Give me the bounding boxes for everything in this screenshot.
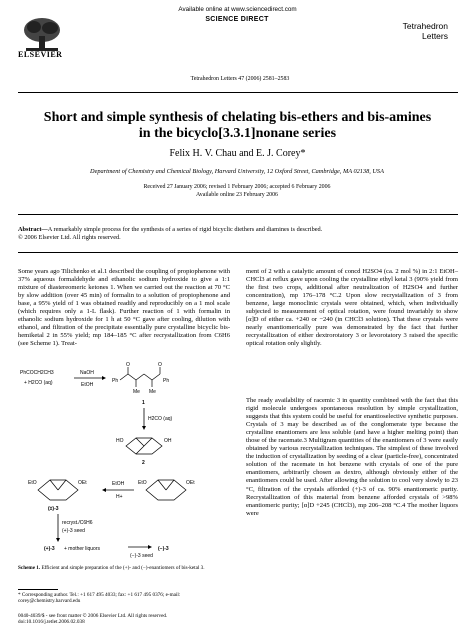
doi-line: doi:10.1016/j.tetlet.2006.02.038 — [18, 619, 85, 626]
sciencedirect-logo — [182, 16, 292, 23]
arrow-1-head — [102, 376, 106, 380]
journal-name: Tetrahedron Letters — [402, 21, 448, 41]
abstract-top-rule — [18, 214, 458, 215]
compound-1-me-left: Me — [133, 389, 140, 395]
compound-2-label: 2 — [142, 460, 145, 466]
compound-2-structure — [126, 438, 162, 454]
compound-p3-eto: EtO — [138, 480, 147, 486]
compound-p3-label: (+)-3 — [44, 546, 55, 552]
compound-pm3-label: (±)-3 — [48, 506, 59, 512]
compound-1-ph-left: Ph — [112, 378, 119, 384]
affiliation: Department of Chemistry and Chemical Biology, Harvard University, 12 Oxford Street, Cambridge, MA 02138, USA — [90, 168, 384, 175]
compound-p3-structure — [146, 480, 186, 500]
scheme-reagent-1b: + H2CO (aq) — [24, 380, 53, 386]
received-dates: Received 27 January 2006; revised 1 February 2006; accepted 6 February 2006 — [143, 184, 331, 190]
compound-m3-structure — [38, 480, 78, 500]
compound-m3-label: (−)-3 — [158, 546, 169, 552]
seed2-cond: (−)-3 seed — [130, 553, 153, 559]
compound-m3-eto: EtO — [28, 480, 37, 486]
compound-2-ho: HO — [116, 438, 124, 444]
cond-2: H2CO (aq) — [148, 416, 173, 422]
publisher-name: ELSEVIER — [18, 50, 63, 59]
arrow-4-head — [56, 538, 60, 542]
arrow-3-head — [102, 488, 106, 492]
cond-3-bot: H+ — [116, 494, 123, 500]
compound-1-o-left: O — [126, 362, 130, 368]
scheme-1 — [18, 362, 230, 570]
right-paragraph-2: The ready availability of racemic 3 in quantity combined with the fact that this rigid molecule undergoes spontaneous resolution by simple crystallization, suggests that this system could be useful for enantioselective synthetic purposes. Crystals of 3 may be described as of the conglomerate type because the crystalline enantiomers are less soluble (and have a higher melting point) than those of the racemate.3 Multigram quantities of the enantiomers of 3 were easily obtained by various recrystallization techniques. The simplest of these involved the induction of crystallization by seeding of a clear (particle-free), concentrated solution of the racemate in hot benzene with crystals of one of the pure enantiomers, arbitrarily chosen as dextro, although obviously either of the enantiomers could be used. After allowing the solution to cool very slowly to 23 °C, filtration of the crystals afforded (+)-3 of ca. 90% enantiomeric purity. Recrystallization of this material from benzene afforded crystals of >98% enantiomeric purity; [α]D +245 (CHCl3), mp 206–208 °C.4 The mother liquors were — [246, 397, 458, 517]
compound-1-label: 1 — [142, 400, 145, 406]
dates — [90, 183, 384, 199]
abstract-bottom-rule — [18, 252, 458, 253]
header-rule — [18, 92, 458, 93]
issn-block — [18, 613, 230, 625]
scheme-reagent-1: PhCOCH2CH3 — [20, 370, 54, 376]
arrow-5-head — [148, 545, 152, 549]
compound-2-oh: OH — [164, 438, 172, 444]
cond-1-bot: EtOH — [81, 382, 94, 388]
authors: Felix H. V. Chau and E. J. Corey* — [169, 148, 306, 159]
mother-liquors: + mother liquors — [64, 546, 100, 552]
left-paragraph-1: Some years ago Tilichenko et al.1 described the coupling of propiophenone with 37% aqueous formaldehyde and ethanolic sodium hydroxide to give a 1:1 mixture of diastereomeric ketones 1. When we carried out the reaction at 70 °C by slow addition (over 45 min) of formalin to a solution of propiophenone and base, a 95% yield of 1 was obtained readily and reproducibly on a 1 mol scale (which requires only a 1-L flask). Further reaction of 1 with formalin in ethanolic sodium hydroxide for 1 h at 50 °C gave after cooling, dilution with ethanol, and filtration of the precipitate essentially pure crystalline bicyclic bis-hemiketal 2 in 55% yield; mp 184–185 °C after recrystallization from C6H6 (see Scheme 1). Treat- — [18, 268, 230, 348]
compound-1-ph-right: Ph — [163, 378, 170, 384]
seed-cond: (+)-3 seed — [62, 528, 85, 534]
compound-1-structure — [120, 367, 160, 387]
abstract — [18, 226, 458, 242]
footnote-rule — [18, 589, 58, 590]
issn-line: 0040-4039/$ - see front matter © 2006 Elsevier Ltd. All rights reserved. — [18, 613, 168, 619]
cond-3-top: EtOH — [112, 481, 125, 487]
available-online: Available online at www.sciencedirect.com — [178, 6, 297, 13]
corresponding-footnote: * Corresponding author. Tel.: +1 617 495 4033; fax: +1 617 495 0376; e-mail: corey@chemistry.harvard.edu — [18, 592, 181, 605]
scheme-caption — [18, 565, 230, 571]
sciencedirect-logo-text: SCIENCE DIRECT — [205, 16, 269, 23]
compound-m3-oet: OEt — [78, 480, 87, 486]
compound-1-me-right: Me — [149, 389, 156, 395]
citation: Tetrahedron Letters 47 (2006) 2581–2583 — [190, 76, 290, 82]
recryst-cond: recryst./C6H6 — [62, 520, 93, 526]
available-date: Available online 23 February 2006 — [195, 192, 278, 198]
arrow-2-head — [142, 426, 146, 430]
abstract-copyright: © 2006 Elsevier Ltd. All rights reserved. — [18, 234, 121, 242]
elsevier-tree-logo — [18, 16, 66, 54]
right-paragraph-1: ment of 2 with a catalytic amount of concd H2SO4 (ca. 2 mol %) in 2:1 EtOH–CHCl3 at reflux gave upon cooling the crystalline ethyl ketal 3 (90% yield from the first two crops, additional after neutralization of H2SO4 and further concentration), mp 176–178 °C.2 Upon slow recrystallization of 3 from benzene, large monoclinic crystals were obtained, which, when individually subjected to measurement of optical rotation, were found invariably to show [α]D of either ca. +240 or −240 (in CHCl3 solution). That these crystals were nearly enantiomerically pure was demonstrated by the fact that further recrystallization of either dextrorotatory 3 or levorotatory 3 raised the specific optical rotation only slightly. — [246, 268, 458, 348]
scheme-caption-text: Efficient and simple preparation of the (+)- and (−)-enantiomers of bis-ketal 3. — [41, 565, 205, 571]
abstract-label: Abstract— — [18, 226, 48, 233]
article-title: Short and simple synthesis of chelating bis-ethers and bis-amines in the bicyclo[3.3.1]nonane series — [43, 110, 432, 141]
abstract-text: A remarkably simple process for the synthesis of a series of rigid bicyclic diethers and diamines is described. — [47, 226, 323, 233]
scheme-caption-label: Scheme 1. — [18, 565, 41, 571]
compound-p3-oet: OEt — [186, 480, 195, 486]
compound-1-o-right: O — [158, 362, 162, 368]
cond-1-top: NaOH — [80, 370, 94, 376]
